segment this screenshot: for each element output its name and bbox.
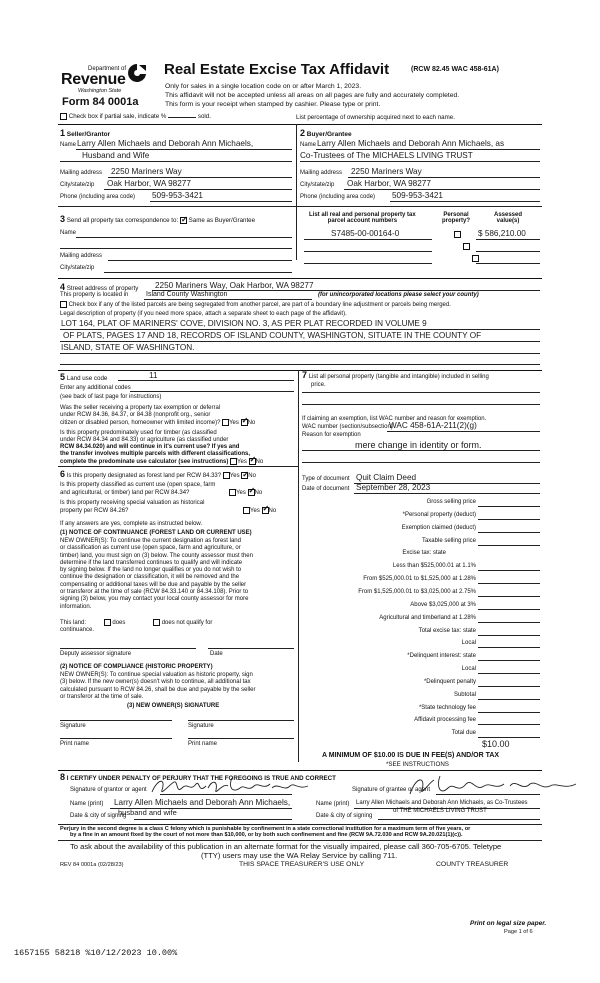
doc-date-label: Date of document <box>302 486 350 492</box>
seller-name-label: Name <box>60 142 77 148</box>
deputy-sig-label: Deputy assessor signature <box>60 651 132 657</box>
county-treasurer-label: COUNTY TREASURER <box>436 861 509 868</box>
minimum-due-note: A MINIMUM OF $10.00 IS DUE IN FEE(S) AND/OR TAX <box>322 752 500 759</box>
tax-row-field <box>478 647 540 648</box>
wac-number: WAC 458-61A-211(2)(g) <box>389 421 477 430</box>
notice-continuance-line: or transferor at the time of sale (RCW 84.33.140 or 84.34.108). Prior to <box>60 589 249 596</box>
tax-correspondence: 3 Send all property tax correspondence to: ✓ Same as Buyer/Grantee <box>60 214 255 224</box>
grantor-name-1: Larry Allen Michaels and Deborah Ann Michaels, <box>114 798 291 807</box>
buyer-name-2: Co-Trustees of The MICHAELS LIVING TRUST <box>300 151 473 160</box>
buyer-addr-label: Mailing address <box>300 170 343 176</box>
seller-city-label: City/state/zip <box>60 182 95 188</box>
timber-no-checkbox[interactable] <box>249 458 256 465</box>
seller-phone: 509-953-3421 <box>152 191 203 200</box>
notice-continuance-line: or classification as current use (open space, farm and agriculture, or <box>60 545 241 552</box>
reason-label: Reason for exemption <box>302 432 361 438</box>
notice-continuance-line: timber) land, you must sign on (3) below. The county assessor must then <box>60 552 253 559</box>
grantor-signature-icon <box>148 774 318 800</box>
grantor-sig-label: Signature of grantor or agent <box>70 787 147 793</box>
seller-name-1: Larry Allen Michaels and Deborah Ann Michaels, <box>77 139 254 148</box>
historic-question: Is this property receiving special valuation as historical property per RCW 84.26? Yes ✓ No <box>60 500 276 515</box>
revision-label: REV 84 0001a (02/28/23) <box>60 862 124 868</box>
exemption-no-checkbox[interactable] <box>241 419 248 426</box>
tax-row-field <box>478 570 540 571</box>
notice-continuance-title: (1) NOTICE OF CONTINUANCE (FOREST LAND OR CURRENT USE) <box>60 530 252 536</box>
buyer-phone: 509-953-3421 <box>392 191 443 200</box>
grantee-name-1: Larry Allen Michaels and Deborah Ann Michaels, as Co-Trustees <box>356 800 528 806</box>
buyer-city-label: City/state/zip <box>300 182 335 188</box>
seller-addr-label: Mailing address <box>60 170 103 176</box>
partial-sale-checkbox[interactable] <box>60 113 67 120</box>
this-land-row: This land: does does not qualify for <box>60 620 213 627</box>
seller-name-2: Husband and Wife <box>82 151 150 160</box>
tax-row-label: Local <box>461 640 476 647</box>
same-as-buyer-checkbox[interactable] <box>180 217 187 224</box>
perjury-note-1: Perjury in the second degree is a class C felony which is punishable by confinement in a state correctional institution for a maximum term of five years, or <box>60 826 471 832</box>
notice-continuance-line: determine if the land transferred continues to qualify and will indicate <box>60 559 243 566</box>
tax-row-label: Total excise tax: state <box>418 627 476 634</box>
partial-sale-row: Check box if partial sale, indicate % sold. <box>60 113 211 120</box>
buyer-name-label: Name <box>300 142 317 148</box>
ownership-note: List percentage of ownership acquired next to each name. <box>296 114 455 121</box>
new-owner-sig-label-1: Signature <box>60 723 86 729</box>
new-owner-sig-title: (3) NEW OWNER(S) SIGNATURE <box>127 703 220 709</box>
legal-desc-3: ISLAND, STATE OF WASHINGTON. <box>61 343 195 352</box>
continuance-label: continuance. <box>60 627 95 633</box>
current-use-no-checkbox[interactable] <box>248 489 255 496</box>
assessed-col-header: Assessed value(s) <box>494 212 523 224</box>
parcel-col-header: List all real and personal property tax parcel account numbers <box>309 212 416 224</box>
street-address: 2250 Mariners Way, Oak Harbor, WA 98277 <box>155 281 314 290</box>
tax-row-label: Taxable selling price <box>421 537 476 544</box>
sec3-name-label: Name <box>60 230 77 236</box>
current-use-question: Is this property classified as current use (open space, farm and agricultural, or timber) land per RCW 84.34? Yes ✓ No <box>60 482 262 497</box>
tax-row-label: From $525,000.01 to $1,525,000 at 1.28% <box>363 576 476 583</box>
notice-continuance-body <box>60 538 253 611</box>
buyer-name-1: Larry Allen Michaels and Deborah Ann Michaels, as <box>317 139 505 148</box>
tax-row-field <box>478 635 540 636</box>
notice-compliance-line: (3) below. If the new owner(s) doesn't wish to continue, all additional tax <box>60 679 251 686</box>
personal-property-checkbox-3[interactable] <box>472 255 479 262</box>
notice-compliance-line: calculated pursuant to RCW 84.26, shall be due and payable by the seller <box>60 686 256 693</box>
timber-yes-checkbox[interactable] <box>230 458 237 465</box>
dept-of-label: Department of <box>88 66 127 72</box>
tax-row-field <box>478 532 540 533</box>
exemption-question: Was the seller receiving a property tax exemption or deferral under RCW 84.36, 84.37, or 84.38 (nonprofit org., senior citizen or disabled person, homeowner with limited income)? Yes ✓ No <box>60 405 300 427</box>
tax-row-label: Subtotal <box>453 691 476 698</box>
street-address-row: 4 Street address of property <box>60 282 139 292</box>
timber-question: Is this property predominately used for timber (as classified under RCW 84.34 and 84.33) or agriculture (as classified under RCW 84.34.020) and will continue in it's current use? If yes and the transfer involves multiple parcels with different classifications, complete the predominate use calculator (see instructions) Yes ✓ No <box>60 430 300 466</box>
sec3-city-label: City/state/zip <box>60 265 95 271</box>
legal-desc-2: OF PLATS, PAGES 17 AND 18, RECORDS OF ISLAND COUNTY, WASHINGTON, SITUATE IN THE COUNTY OF <box>63 331 482 340</box>
grantee-name-2: of THE MICHAELS LIVING TRUST <box>393 808 487 814</box>
legal-size-note: Print on legal size paper. <box>470 920 547 927</box>
notice-continuance-line: continue the designation or classification, it will be removed and the <box>60 574 240 581</box>
total-due-value: $10.00 <box>482 739 510 749</box>
legal-desc-label: Legal description of property (if you need more space, attach a separate sheet to each page of the affidavit). <box>60 311 347 317</box>
tax-row-field <box>478 583 540 584</box>
forest-land-question: 6 Is this property designated as forest land per RCW 84.33? Yes ✓ No <box>60 469 256 479</box>
doc-type-label: Type of document <box>302 476 350 482</box>
reason-exemption: mere change in identity or form. <box>355 440 482 450</box>
tax-row-label: Less than $525,000.01 at 1.1% <box>392 563 476 570</box>
see-back-note: (see back of last page for instructions) <box>60 394 162 400</box>
personal-property-list: 7 List all personal property (tangible and intangible) included in selling price. <box>302 370 489 388</box>
tax-row-label: Agricultural and timberland at 1.28% <box>379 614 476 621</box>
tax-row-label: *Personal property (deduct) <box>402 511 476 518</box>
current-use-yes-checkbox[interactable] <box>229 489 236 496</box>
tax-row-field <box>478 519 540 520</box>
land-use-row: 5 Land use code <box>60 372 108 382</box>
assessed-value: $ 586,210.00 <box>478 229 526 238</box>
tax-row-field <box>478 724 540 725</box>
buyer-phone-label: Phone (including area code) <box>300 194 376 200</box>
personal-col-header: Personal property? <box>442 212 471 224</box>
segregation-checkbox[interactable] <box>60 301 67 308</box>
segregation-row: Check box if any of the listed parcels are being segregated from another parcel, are part of a boundary line adjustment or parcels being merged. <box>60 301 451 308</box>
tax-row-label: Local <box>461 666 476 673</box>
grantor-name-2: husband and wife <box>118 808 177 817</box>
wac-claim-label: If claiming an exemption, list WAC number and reason for exemption. <box>302 416 487 422</box>
land-use-code: 11 <box>149 371 158 380</box>
tax-row-field <box>478 686 540 687</box>
does-checkbox[interactable] <box>104 619 111 626</box>
buyer-city: Oak Harbor, WA 98277 <box>347 179 431 188</box>
tax-row-field <box>478 545 540 546</box>
tax-row-label: *Delinquent penalty <box>423 678 476 685</box>
unincorporated-note: (for unincorporated locations please select your county) <box>318 292 479 298</box>
historic-yes-checkbox[interactable] <box>243 507 250 514</box>
historic-no-checkbox[interactable] <box>262 507 269 514</box>
accessibility-note-2: (TTY) users may use the WA Relay Service by calling 711. <box>201 851 398 860</box>
notice-compliance-line: NEW OWNER(S): To continue special valuation as historic property, sign <box>60 672 253 678</box>
parcel-number: S7485-00-00164-0 <box>331 229 400 238</box>
tax-row-field <box>478 699 540 700</box>
personal-property-checkbox-2[interactable] <box>463 243 470 250</box>
tax-row-label: From $1,525,000.01 to $3,025,000 at 2.75% <box>358 588 476 595</box>
header-line-3: This form is your receipt when stamped by cashier. Please type or print. <box>165 101 381 108</box>
notice-compliance-title: (2) NOTICE OF COMPLIANCE (HISTORIC PROPERTY) <box>60 664 213 670</box>
doc-type: Quit Claim Deed <box>356 473 417 482</box>
revenue-logo-icon <box>126 62 148 86</box>
tax-row-field <box>478 596 540 597</box>
tax-row-label: Gross selling price <box>426 499 476 505</box>
header-line-2: This affidavit will not be accepted unless all areas on all pages are fully and accurately completed. <box>165 92 460 99</box>
grantee-date-label: Date & city of signing <box>316 813 373 819</box>
tax-row-label: Above $3,025,000 at 3% <box>410 601 476 608</box>
forest-yes-checkbox[interactable] <box>223 472 230 479</box>
buyer-heading: 2 Buyer/Grantee <box>300 128 352 138</box>
wa-state-label: Washington State <box>78 88 122 94</box>
header-line-1: Only for sales in a single location code on or after March 1, 2023. <box>165 83 362 90</box>
tax-row-field <box>478 712 540 713</box>
notice-continuance-line: compensating or additional taxes will be due and payable by the seller <box>60 581 247 588</box>
form-number: Form 84 0001a <box>62 96 139 108</box>
tax-row-label: Exemption claimed (deduct) <box>401 524 476 531</box>
grantee-name-label: Name (print) <box>316 801 350 807</box>
perjury-note-2: by a fine in an amount fixed by the court of not more than $10,000, or by both such confinement and fine (RCW 9A.72.030 and RCW 9A.20.021(1)(c)). <box>70 832 463 838</box>
personal-property-checkbox-1[interactable] <box>454 231 461 238</box>
notice-continuance-line: by signing below. If the land no longer qualifies or you do not wish to <box>60 567 242 574</box>
grantee-sig-label: Signature of grantee or agent <box>352 787 431 793</box>
tax-row-label: Excise tax: state <box>402 550 446 557</box>
notice-compliance-line: or transferor at the time of sale. <box>60 693 144 700</box>
doc-date: September 28, 2023 <box>356 483 431 492</box>
grantor-date-label: Date & city of signing <box>70 813 127 819</box>
accessibility-note-1: To ask about the availability of this publication in an alternate format for the visually impaired, please call 360-705-6705. Teletype <box>70 842 502 851</box>
seller-heading: 1 Seller/Grantor <box>60 128 111 138</box>
tax-row-field <box>478 506 540 507</box>
forest-no-checkbox[interactable] <box>241 472 248 479</box>
new-owner-sig-label-2: Signature <box>188 723 214 729</box>
tax-row-label: *State technology fee <box>418 704 476 711</box>
notice-continuance-line: NEW OWNER(S): To continue the current designation as forest land <box>60 538 241 544</box>
tax-row-label: Total due <box>451 730 476 737</box>
rcw-ref: (RCW 82.45 WAC 458-61A) <box>411 66 499 73</box>
notice-continuance-line: information. <box>60 603 92 610</box>
tax-row-field <box>478 622 540 623</box>
located-in-value: Island County Washington <box>146 291 228 298</box>
tax-row-field <box>478 660 540 661</box>
seller-addr: 2250 Mariners Way <box>111 167 182 176</box>
page-title: Real Estate Excise Tax Affidavit <box>164 61 390 78</box>
sec3-addr-label: Mailing address <box>60 253 103 259</box>
notice-compliance-body <box>60 672 255 701</box>
tax-row-field <box>478 673 540 674</box>
tax-row-label: Affidavit processing fee <box>414 717 476 724</box>
tax-row-field <box>478 609 540 610</box>
print-name-label-1: Print name <box>60 741 90 747</box>
exemption-yes-checkbox[interactable] <box>222 419 229 426</box>
seller-phone-label: Phone (including area code) <box>60 194 136 200</box>
print-name-label-2: Print name <box>188 741 218 747</box>
recording-stamp: 1657155 58218 %10/12/2023 10.00% <box>14 948 178 958</box>
certify-statement: 8 I CERTIFY UNDER PENALTY OF PERJURY THAT THE FOREGOING IS TRUE AND CORRECT <box>60 772 336 782</box>
notice-continuance-line: signing (3) below, you may contact your local county assessor for more <box>60 596 249 603</box>
grantor-name-label: Name (print) <box>70 801 104 807</box>
see-instructions-note: *SEE INSTRUCTIONS <box>386 761 449 768</box>
seller-city: Oak Harbor, WA 98277 <box>107 179 191 188</box>
treasurer-space-label: THIS SPACE TREASURER'S USE ONLY <box>239 861 365 868</box>
answers-note: If any answers are yes, complete as instructed below. <box>60 521 203 527</box>
page-number: Page 1 of 6 <box>504 929 533 935</box>
located-in-label: This property is located in <box>60 292 129 298</box>
deputy-date-label: Date <box>210 651 223 657</box>
wac-number-label: WAC number (section/subsection) <box>302 424 393 430</box>
legal-desc-1: LOT 164, PLAT OF MARINERS' COVE, DIVISION NO. 3, AS PER PLAT RECORDED IN VOLUME 9 <box>61 319 427 328</box>
additional-codes-label: Enter any additional codes <box>60 385 131 391</box>
revenue-logo-text: Revenue <box>61 71 126 88</box>
buyer-addr: 2250 Mariners Way <box>351 167 422 176</box>
does-not-checkbox[interactable] <box>153 619 160 626</box>
tax-row-label: *Delinquent interest: state <box>407 653 476 660</box>
grantee-signature-icon <box>400 772 590 800</box>
